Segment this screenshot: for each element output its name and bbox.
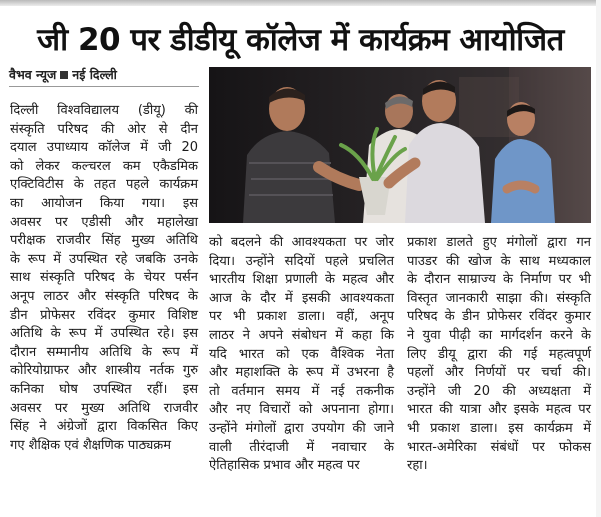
article-line: परीक्षक राजवीर सिंह मुख्य अतिथि (10, 233, 198, 249)
byline-source: वैभव न्यूज (9, 67, 57, 82)
article-line: लाठर ने अपने संबोधन में कहा कि (209, 327, 394, 343)
article-column-3 (407, 234, 591, 476)
article-line: तो वर्तमान समय में नई तकनीक (209, 383, 394, 399)
byline-place: नई दिल्ली (72, 67, 117, 82)
article-line: और नए विचारों को अपनाना होगा। (209, 402, 394, 418)
article-line: पर भी प्रकाश डाला। वहीं, अनूप (209, 309, 394, 325)
byline-separator-icon (60, 71, 68, 79)
article-line: संस्कृति परिषद की ओर से दीन (10, 121, 198, 137)
article-line: अवसर पर मुख्य अतिथि राजवीर (10, 400, 198, 416)
article-line: दिया। उन्होंने सदियों पहले प्रचलित (209, 253, 394, 269)
article-line: भारत की यात्रा और इसके महत्व पर (407, 402, 591, 418)
article-line: अवसर पर एडीसी और महालेखा (10, 214, 198, 230)
article-line: दौरान सम्मानीय अतिथि के रूप में (10, 344, 198, 360)
article-line: कोरियोग्राफर और शास्त्रीय नर्तक गुरु (10, 363, 198, 379)
article-line: भारतीय शिक्षा प्रणाली के महत्व और (209, 272, 394, 288)
article-line: परिषद के डीन प्रोफेसर रविंदर कुमार (407, 309, 591, 325)
article-line: के रूप में उपस्थित रहे जबकि उनके (10, 251, 198, 267)
byline-rule (9, 86, 199, 87)
article-line: दिल्ली विश्वविद्यालय (डीयू) की (10, 103, 198, 118)
article-line: भारत-अमेरिका संबंधों पर फोकस (407, 439, 591, 455)
article-line: उन्होंने मंगोलों द्वारा उपयोग की जाने (209, 420, 394, 436)
article-line: लिए डीयू द्वारा की गई महत्वपूर्ण (407, 346, 591, 362)
article-line: के दौरान साम्राज्य के निर्माण पर भी (407, 272, 591, 288)
article-line: दयाल उपाध्याय कॉलेज में जी 20 (10, 140, 198, 156)
article-line: प्रकाश डालते हुए मंगोलों द्वारा गन (407, 235, 591, 250)
article-column-2 (209, 234, 394, 476)
article-line: साथ संस्कृति परिषद के चेयर पर्सन (10, 270, 198, 286)
article-headline: जी 20 पर डीडीयू कॉलेज में कार्यक्रम आयोजित (37, 22, 564, 58)
page-right-edge (596, 0, 601, 517)
article-line: उन्होंने जी 20 की अध्यक्षता में (407, 383, 591, 399)
article-line: को लेकर कल्चरल कम एकैडमिक (10, 158, 198, 174)
article-line: कनिका घोष उपस्थित रहीं। इस (10, 381, 198, 397)
article-line: ऐतिहासिक प्रभाव और महत्व पर (209, 458, 360, 474)
article-line: पाउडर की खोज के साथ मध्यकाल (407, 253, 591, 269)
article-line: का आयोजन किया गया। इस (10, 195, 198, 211)
article-line: को बदलने की आवश्यकता पर जोर (209, 235, 394, 250)
article-line: आज के दौर में इसकी आवश्यकता (209, 290, 394, 306)
article-line: एक्टिविटीस के तहत पहले कार्यक्रम (10, 177, 198, 193)
article-line: ने युवा पीढ़ी का मार्गदर्शन करने के (407, 327, 591, 343)
article-photo (209, 67, 591, 223)
article-line: रहा। (407, 458, 428, 474)
article-line: गए शैक्षिक एवं शैक्षणिक पाठ्यक्रम (10, 437, 172, 453)
photo-illustration (209, 67, 591, 223)
article-line: सिंह ने अंग्रेजों द्वारा विकसित किए (10, 419, 198, 435)
article-line: डीन प्रोफेसर रविंदर कुमार विशिष्ट (10, 307, 198, 323)
article-line: वाली तीरंदाजी में नवाचार के (209, 439, 394, 455)
article-line: विस्तृत जानकारी साझा की। संस्कृति (407, 290, 591, 306)
page-top-bar (0, 0, 601, 6)
article-column-1 (10, 102, 198, 455)
article-line: अतिथि के रूप में उपस्थित रहे। इस (10, 326, 198, 342)
article-line: यदि भारत को एक वैश्विक नेता (209, 346, 394, 362)
article-line: भी प्रकाश डाला। इस कार्यक्रम में (407, 420, 591, 436)
article-line: अनूप लाठर और संस्कृति परिषद के (10, 288, 198, 304)
article-line: और महाशक्ति के रूप में उभरना है (209, 365, 394, 381)
byline (9, 66, 117, 83)
article-line: पहलों और निर्णयों पर चर्चा की। (407, 365, 591, 381)
